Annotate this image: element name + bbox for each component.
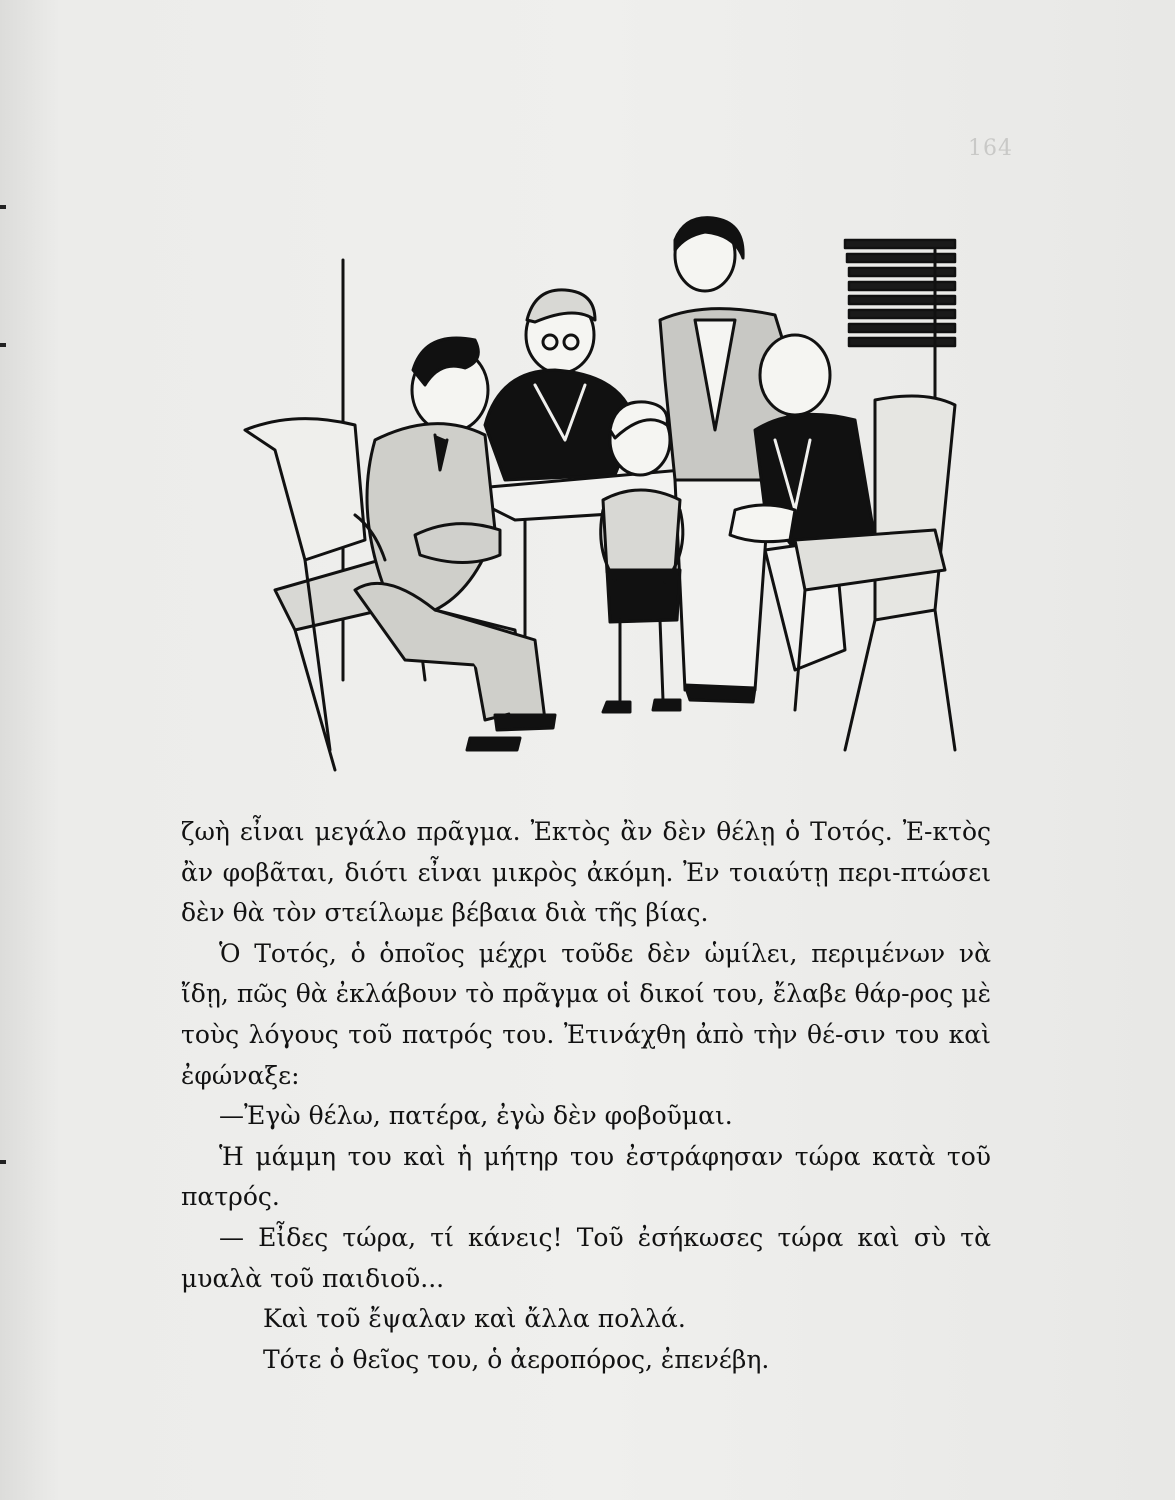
paragraph-2: Ὁ Τοτός, ὁ ὁποῖος μέχρι τοῦδε δὲν ὡμίλει, περιμένων νὰ ἴδῃ, πῶς θὰ ἐκλάβουν τὸ πρᾶγμα οἱ δικοί του, ἔλαβε θάρ-ρος μὲ τοὺς λόγους τοῦ πατρός του. Ἐτινάχθη ἀπὸ τὴν θέ-σιν του καὶ ἐφώναξε: bbox=[181, 938, 991, 1090]
dialogue-line-2: — Εἶδες τώρα, τί κάνεις! Τοῦ ἐσήκωσες τώρα καὶ σὺ τὰ μυαλὰ τοῦ παιδιοῦ... bbox=[181, 1222, 991, 1293]
family-illustration bbox=[235, 210, 985, 780]
paragraph-3: Ἡ μάμμη του καὶ ἡ μήτηρ του ἐστράφησαν τώρα κατὰ τοῦ πατρός. bbox=[181, 1141, 991, 1212]
bleed-through-page-number: 164 bbox=[968, 136, 1013, 161]
paragraph-5: Τότε ὁ θεῖος του, ὁ ἀεροπόρος, ἐπενέβη. bbox=[263, 1344, 770, 1374]
body-text bbox=[181, 812, 991, 1380]
paragraph-1: ζωὴ εἶναι μεγάλο πρᾶγμα. Ἐκτὸς ἂν δὲν θέλῃ ὁ Τοτός. Ἐ-κτὸς ἂν φοβᾶται, διότι εἶναι μικρὸς ἀκόμη. Ἐν τοιαύτῃ περι-πτώσει δὲν θὰ τὸν στείλωμε βέβαια διὰ τῆς βίας. bbox=[181, 817, 991, 928]
dialogue-line-1: —Ἐγὼ θέλω, πατέρα, ἐγὼ δὲν φοβοῦμαι. bbox=[219, 1101, 733, 1131]
paragraph-4: Καὶ τοῦ ἔψαλαν καὶ ἄλλα πολλά. bbox=[263, 1304, 686, 1334]
